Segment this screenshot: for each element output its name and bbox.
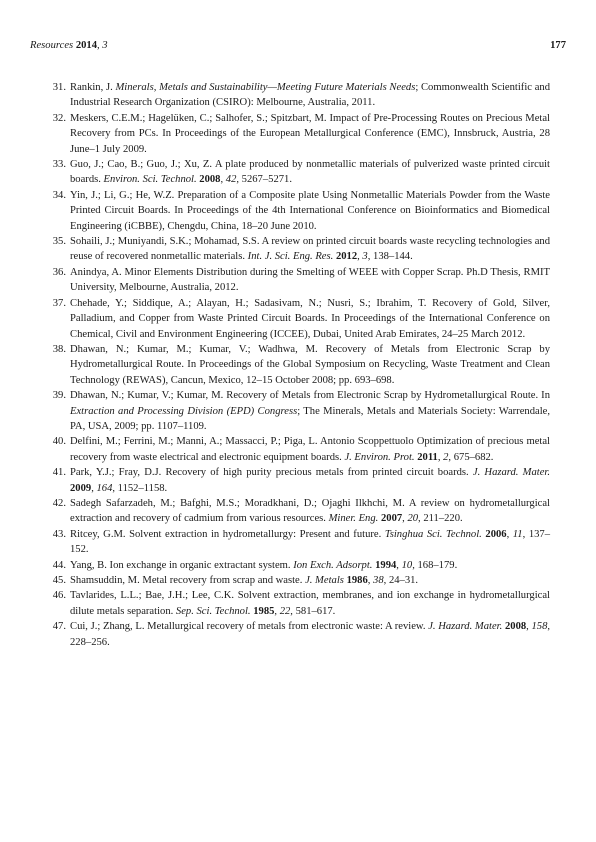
reference-year: 2011: [417, 451, 438, 463]
reference-item: [30, 234, 550, 265]
reference-text-run: , 228–256.: [70, 621, 551, 648]
reference-text-run: ,: [357, 251, 363, 263]
journal-citation: Resources 2014, 3: [30, 40, 108, 51]
reference-italic-text: 38: [373, 575, 384, 586]
reference-text-run: Sadegh Safarzadeh, M.; Bafghi, M.S.; Moradkhani, D.; Ojaghi Ilkhchi, M. A review on hydrometallurgical extraction and recovery of cadmium from various resources.: [70, 497, 550, 525]
reference-text-run: Dhawan, N.; Kumar, M.; Kumar, V.; Wadhwa, M. Recovery of Metals from Electronic Scrap by Hydrometallurgical Route. In Proceedings of the Global Symposium on Recycling, Waste Treatment and Clean Technology (REWAS), Cancun, Mexico, 12–15 October 2008; pp. 693–698.: [70, 343, 550, 386]
reference-text-run: Chehade, Y.; Siddique, A.; Alayan, H.; Sadasivam, N.; Nusri, S.; Ibrahim, T. Recovery of Gold, Silver, Palladium, and Copper from Waste Printed Circuit Boards. In Proceedings of the International Conference on Chemical, Civil and Environment Engineering (ICCEE), Dubai, United Arab Emirates, 24–25 March 2012.: [70, 297, 550, 340]
reference-text: [70, 588, 550, 619]
reference-item: [30, 342, 550, 388]
reference-number: 45.: [52, 575, 66, 586]
reference-text-run: ,: [402, 513, 408, 525]
reference-text-run: Cui, J.; Zhang, L. Metallurgical recovery of metals from electronic waste: A review.: [70, 621, 429, 633]
reference-italic-text: 158: [531, 621, 548, 633]
reference-text: [70, 188, 550, 234]
reference-number: 37.: [52, 297, 66, 309]
reference-item: [30, 619, 550, 650]
reference-number: 40.: [52, 436, 66, 448]
reference-text-run: Sohaili, J.; Muniyandi, S.K.; Mohamad, S.S. A review on printed circuit boards waste recycling technologies and reuse of recovered nonmetallic materials.: [70, 236, 550, 263]
reference-text-run: , 675–682.: [448, 451, 494, 463]
reference-text-run: Dhawan, N.; Kumar, V.; Kumar, M. Recovery of Metals from Electronic Scrap by Hydrometallurgical Route. In: [70, 390, 550, 402]
reference-year: 2012: [335, 251, 358, 263]
reference-item: [30, 558, 550, 573]
reference-year: 2008: [199, 174, 221, 186]
reference-italic-text: 20: [407, 513, 419, 525]
reference-text-run: Meskers, C.E.M.; Hagelüken, C.; Salhofer, S.; Spitzbart, M. Impact of Pre-Processing Routes on Precious Metal Recovery from PCs. In Proceedings of the European Metallurgical Conference (EMC), Innsbruck, Austria, 28 June–1 July 2009.: [70, 112, 550, 155]
reference-text-run: , 138–144.: [367, 251, 413, 263]
reference-year: 1985: [253, 605, 275, 617]
reference-text-run: ,: [91, 482, 97, 494]
reference-text-run: , 168–179.: [412, 559, 458, 571]
reference-item: [30, 296, 550, 342]
reference-text-run: ,: [367, 575, 374, 586]
reference-year: 2009: [70, 482, 92, 494]
reference-number: 39.: [52, 390, 66, 402]
reference-italic-text: J. Environ. Prot.: [344, 451, 415, 463]
reference-text-run: , 211–220.: [418, 513, 463, 525]
reference-year: 2008: [504, 621, 527, 633]
reference-italic-text: 22: [279, 605, 291, 617]
reference-item: [30, 496, 550, 527]
reference-item: [30, 434, 550, 465]
reference-italic-text: 3: [362, 251, 368, 263]
reference-text: [70, 496, 550, 527]
reference-number: 43.: [52, 528, 66, 540]
reference-text: [70, 265, 550, 296]
reference-item: [30, 80, 550, 111]
reference-text-run: ,: [220, 174, 226, 186]
reference-list: [30, 80, 550, 650]
reference-item: [30, 111, 550, 157]
reference-year: 2007: [380, 513, 403, 525]
reference-item: [30, 188, 550, 234]
reference-italic-text: Tsinghua Sci. Technol.: [384, 528, 482, 540]
reference-italic-text: Extraction and Processing Division (EPD) Congress: [70, 405, 298, 417]
reference-italic-text: 2: [443, 451, 449, 463]
running-header: [30, 40, 566, 56]
reference-year: 2006: [485, 528, 507, 540]
reference-number: 47.: [52, 621, 66, 633]
reference-italic-text: Environ. Sci. Technol.: [103, 174, 197, 186]
reference-text: [70, 434, 550, 465]
reference-text: [70, 465, 550, 496]
reference-text-run: Tavlarides, L.L.; Bae, J.H.; Lee, C.K. Solvent extraction, membranes, and ion exchange in hydrometallurgical dilute metals separation.: [70, 590, 550, 617]
reference-italic-text: J. Hazard. Mater.: [428, 621, 503, 633]
reference-italic-text: Ion Exch. Adsorpt.: [293, 559, 373, 571]
reference-text-run: , 137–152.: [70, 528, 551, 556]
reference-text-run: ,: [396, 559, 402, 571]
reference-item: [30, 527, 550, 558]
reference-number: 33.: [52, 159, 66, 171]
reference-text: [70, 619, 550, 650]
reference-italic-text: 11: [512, 528, 523, 540]
reference-text-run: Guo, J.; Cao, B.; Guo, J.; Xu, Z. A plate produced by nonmetallic materials of pulverized waste printed circuit boards.: [70, 159, 550, 186]
reference-text-run: Park, Y.J.; Fray, D.J. Recovery of high purity precious metals from printed circuit boards.: [70, 467, 473, 479]
reference-number: 36.: [52, 266, 66, 278]
reference-text-run: ,: [506, 528, 513, 540]
reference-text: [70, 296, 550, 342]
reference-item: [30, 588, 550, 619]
reference-text-run: Anindya, A. Minor Elements Distribution during the Smelting of WEEE with Copper Scrap. Ph.D Thesis, RMIT University, Melbourne, Australia, 2012.: [70, 266, 550, 294]
reference-item: [30, 465, 550, 496]
reference-italic-text: 42: [225, 174, 237, 186]
reference-text: [70, 234, 550, 265]
reference-text: [70, 573, 550, 588]
reference-number: 41.: [52, 467, 66, 479]
reference-text-run: , 581–617.: [290, 605, 336, 617]
reference-text-run: Yang, B. Ion exchange in organic extractant system.: [70, 559, 294, 571]
reference-text-run: , 5267–5271.: [236, 174, 292, 186]
reference-text: [70, 157, 550, 188]
reference-text: [70, 342, 550, 388]
reference-text: [70, 111, 550, 157]
reference-text-run: ; The Minerals, Metals and Materials Society: Warrendale, PA, USA, 2009; pp. 1107–1109.: [70, 405, 550, 432]
reference-item: [30, 388, 550, 434]
reference-italic-text: Sep. Sci. Technol.: [175, 605, 251, 617]
reference-italic-text: J. Hazard. Mater.: [472, 467, 550, 479]
reference-italic-text: J. Metals: [305, 575, 344, 586]
page-number: 177: [550, 40, 566, 51]
reference-year: 1994: [375, 559, 397, 571]
reference-text: [70, 527, 550, 558]
reference-number: 42.: [52, 497, 66, 509]
reference-text: [70, 388, 550, 434]
reference-year: 1986: [346, 575, 368, 586]
reference-number: 31.: [52, 82, 66, 93]
reference-number: 34.: [52, 189, 66, 201]
reference-text-run: Delfini, M.; Ferrini, M.; Manni, A.; Massacci, P.; Piga, L. Antonio Scoppettuolo Optimization of precious metal recovery from waste electrical and electronic equipment boards.: [70, 436, 550, 463]
reference-number: 44.: [52, 559, 66, 571]
reference-text-run: Shamsuddin, M. Metal recovery from scrap and waste.: [70, 575, 306, 586]
reference-number: 32.: [52, 112, 66, 124]
reference-number: 46.: [52, 590, 66, 602]
journal-volume: 3: [102, 40, 108, 51]
journal-name: Resources: [30, 40, 74, 51]
reference-text-run: , 1152–1158.: [112, 482, 168, 494]
reference-italic-text: 164: [96, 482, 113, 494]
reference-number: 35.: [52, 236, 66, 248]
reference-italic-text: 10: [401, 559, 413, 571]
reference-text-run: ; Commonwealth Scientific and Industrial Research Organization (CSIRO): Melbourne, Australia, 2011.: [70, 82, 550, 109]
reference-text-run: , 24–31.: [383, 575, 419, 586]
reference-text-run: Ritcey, G.M. Solvent extraction in hydrometallurgy: Present and future.: [70, 528, 385, 540]
reference-text-run: ,: [274, 605, 280, 617]
reference-text-run: Yin, J.; Li, G.; He, W.Z. Preparation of a Composite plate Using Nonmetallic Materials Powder from the Waste Printed Circuit Boards. In Proceedings of the 4th International Conference on Bioinformatics and Biomedical Engineering (iCBBE), Chengdu, China, 18–20 June 2010.: [70, 189, 550, 232]
reference-text-run: ,: [437, 451, 444, 463]
reference-item: [30, 157, 550, 188]
reference-text: [70, 80, 550, 111]
reference-item: [30, 265, 550, 296]
reference-text-run: ,: [526, 621, 532, 633]
reference-text-run: Rankin, J.: [70, 82, 116, 93]
journal-year: 2014: [75, 40, 97, 51]
reference-text: [70, 558, 550, 573]
reference-number: 38.: [52, 343, 66, 355]
reference-item: [30, 573, 550, 588]
reference-italic-text: Miner. Eng.: [328, 513, 379, 525]
reference-italic-text: Minerals, Metals and Sustainability—Meeting Future Materials Needs: [115, 82, 416, 93]
reference-italic-text: Int. J. Sci. Eng. Res.: [247, 251, 334, 263]
